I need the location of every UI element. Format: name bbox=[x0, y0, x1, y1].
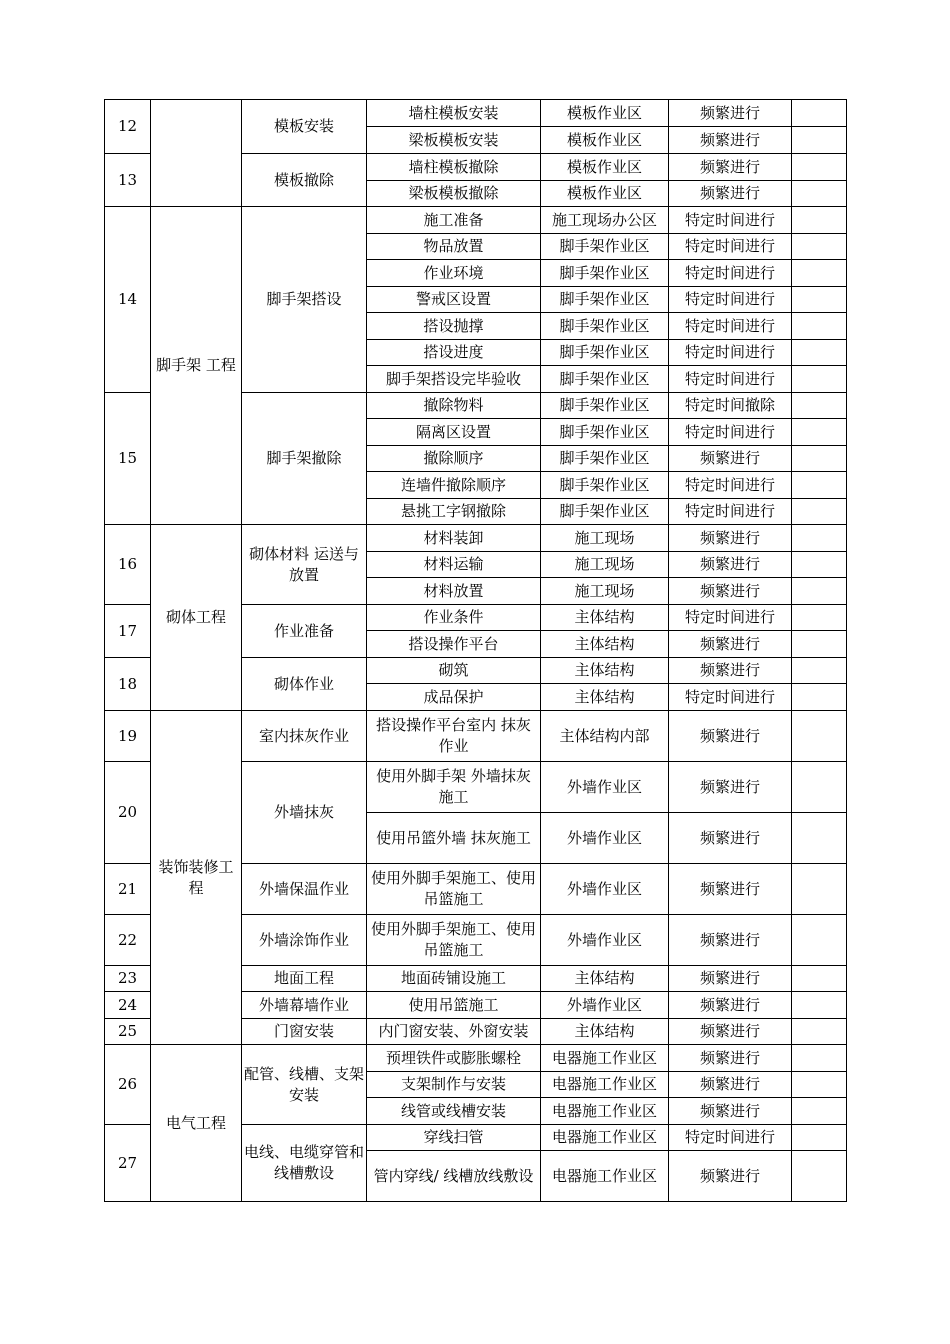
frequency-cell: 频繁进行 bbox=[669, 864, 792, 915]
sub-process-cell: 外墙保温作业 bbox=[242, 864, 367, 915]
activity-cell: 砌筑 bbox=[367, 658, 541, 684]
sub-process-cell: 脚手架搭设 bbox=[242, 207, 367, 393]
frequency-cell: 频繁进行 bbox=[669, 631, 792, 658]
area-cell: 模板作业区 bbox=[541, 154, 669, 181]
table-row bbox=[105, 525, 847, 552]
activity-cell: 材料装卸 bbox=[367, 525, 541, 552]
area-cell: 电器施工作业区 bbox=[541, 1045, 669, 1072]
extra-cell bbox=[792, 127, 847, 154]
area-cell: 脚手架作业区 bbox=[541, 393, 669, 419]
frequency-cell: 特定时间进行 bbox=[669, 313, 792, 340]
sub-process-cell: 外墙抹灰 bbox=[242, 762, 367, 864]
extra-cell bbox=[792, 578, 847, 605]
sub-process-cell: 门窗安装 bbox=[242, 1019, 367, 1045]
frequency-cell: 特定时间进行 bbox=[669, 419, 792, 446]
activity-cell: 悬挑工字钢撤除 bbox=[367, 499, 541, 525]
frequency-cell: 频繁进行 bbox=[669, 915, 792, 966]
row-number: 26 bbox=[105, 1045, 151, 1125]
row-number: 15 bbox=[105, 393, 151, 525]
frequency-cell: 频繁进行 bbox=[669, 1151, 792, 1202]
area-cell: 脚手架作业区 bbox=[541, 499, 669, 525]
extra-cell bbox=[792, 711, 847, 762]
frequency-cell: 特定时间进行 bbox=[669, 207, 792, 234]
activity-cell: 搭设进度 bbox=[367, 340, 541, 366]
activity-cell: 作业环境 bbox=[367, 260, 541, 287]
sub-process-cell: 模板撤除 bbox=[242, 154, 367, 207]
table-row bbox=[105, 711, 847, 762]
area-cell: 主体结构 bbox=[541, 966, 669, 992]
activity-cell: 材料放置 bbox=[367, 578, 541, 605]
frequency-cell: 频繁进行 bbox=[669, 813, 792, 864]
extra-cell bbox=[792, 366, 847, 393]
frequency-cell: 特定时间进行 bbox=[669, 287, 792, 313]
frequency-cell: 频繁进行 bbox=[669, 711, 792, 762]
area-cell: 主体结构 bbox=[541, 684, 669, 711]
extra-cell bbox=[792, 1072, 847, 1098]
activity-cell: 物品放置 bbox=[367, 234, 541, 260]
sub-process-cell: 脚手架撤除 bbox=[242, 393, 367, 525]
extra-cell bbox=[792, 1045, 847, 1072]
activity-cell: 使用外脚手架施工、使用吊篮施工 bbox=[367, 864, 541, 915]
frequency-cell: 频繁进行 bbox=[669, 181, 792, 207]
frequency-cell: 特定时间进行 bbox=[669, 472, 792, 499]
activity-cell: 撤除物料 bbox=[367, 393, 541, 419]
frequency-cell: 频繁进行 bbox=[669, 446, 792, 472]
area-cell: 脚手架作业区 bbox=[541, 446, 669, 472]
row-number: 14 bbox=[105, 207, 151, 393]
row-number: 18 bbox=[105, 658, 151, 711]
activity-cell: 撤除顺序 bbox=[367, 446, 541, 472]
area-cell: 脚手架作业区 bbox=[541, 366, 669, 393]
area-cell: 脚手架作业区 bbox=[541, 287, 669, 313]
extra-cell bbox=[792, 260, 847, 287]
activity-cell: 梁板模板安装 bbox=[367, 127, 541, 154]
extra-cell bbox=[792, 340, 847, 366]
row-number: 17 bbox=[105, 605, 151, 658]
activity-cell: 作业条件 bbox=[367, 605, 541, 631]
extra-cell bbox=[792, 552, 847, 578]
area-cell: 主体结构 bbox=[541, 658, 669, 684]
extra-cell bbox=[792, 525, 847, 552]
extra-cell bbox=[792, 864, 847, 915]
category-cell: 电气工程 bbox=[151, 1045, 242, 1202]
extra-cell bbox=[792, 446, 847, 472]
row-number: 25 bbox=[105, 1019, 151, 1045]
sub-process-cell: 配管、线槽、支架安装 bbox=[242, 1045, 367, 1125]
frequency-cell: 频繁进行 bbox=[669, 552, 792, 578]
area-cell: 主体结构 bbox=[541, 631, 669, 658]
area-cell: 主体结构 bbox=[541, 1019, 669, 1045]
row-number: 13 bbox=[105, 154, 151, 207]
frequency-cell: 频繁进行 bbox=[669, 127, 792, 154]
frequency-cell: 频繁进行 bbox=[669, 1098, 792, 1125]
row-number: 16 bbox=[105, 525, 151, 605]
area-cell: 施工现场 bbox=[541, 552, 669, 578]
activity-cell: 使用外脚手架 外墙抹灰施工 bbox=[367, 762, 541, 813]
area-cell: 外墙作业区 bbox=[541, 915, 669, 966]
area-cell: 脚手架作业区 bbox=[541, 260, 669, 287]
sub-process-cell: 外墙涂饰作业 bbox=[242, 915, 367, 966]
frequency-cell: 特定时间进行 bbox=[669, 366, 792, 393]
area-cell: 主体结构 bbox=[541, 605, 669, 631]
activity-cell: 搭设抛撑 bbox=[367, 313, 541, 340]
category-cell: 砌体工程 bbox=[151, 525, 242, 711]
activity-cell: 墙柱模板撤除 bbox=[367, 154, 541, 181]
area-cell: 脚手架作业区 bbox=[541, 234, 669, 260]
activity-cell: 使用吊篮外墙 抹灰施工 bbox=[367, 813, 541, 864]
frequency-cell: 特定时间进行 bbox=[669, 684, 792, 711]
extra-cell bbox=[792, 419, 847, 446]
frequency-cell: 频繁进行 bbox=[669, 100, 792, 127]
area-cell: 电器施工作业区 bbox=[541, 1125, 669, 1151]
area-cell: 脚手架作业区 bbox=[541, 313, 669, 340]
frequency-cell: 频繁进行 bbox=[669, 966, 792, 992]
extra-cell bbox=[792, 313, 847, 340]
extra-cell bbox=[792, 992, 847, 1019]
extra-cell bbox=[792, 966, 847, 992]
activity-cell: 成品保护 bbox=[367, 684, 541, 711]
sub-process-cell: 作业准备 bbox=[242, 605, 367, 658]
sub-process-cell: 模板安装 bbox=[242, 100, 367, 154]
extra-cell bbox=[792, 915, 847, 966]
extra-cell bbox=[792, 154, 847, 181]
activity-cell: 穿线扫管 bbox=[367, 1125, 541, 1151]
sub-process-cell: 外墙幕墙作业 bbox=[242, 992, 367, 1019]
activity-cell: 搭设操作平台 bbox=[367, 631, 541, 658]
row-number: 24 bbox=[105, 992, 151, 1019]
extra-cell bbox=[792, 287, 847, 313]
sub-process-cell: 室内抹灰作业 bbox=[242, 711, 367, 762]
activity-cell: 使用吊篮施工 bbox=[367, 992, 541, 1019]
area-cell: 外墙作业区 bbox=[541, 992, 669, 1019]
extra-cell bbox=[792, 631, 847, 658]
extra-cell bbox=[792, 605, 847, 631]
activity-cell: 墙柱模板安装 bbox=[367, 100, 541, 127]
extra-cell bbox=[792, 393, 847, 419]
frequency-cell: 频繁进行 bbox=[669, 658, 792, 684]
activity-cell: 支架制作与安装 bbox=[367, 1072, 541, 1098]
extra-cell bbox=[792, 762, 847, 813]
activity-cell: 警戒区设置 bbox=[367, 287, 541, 313]
row-number: 20 bbox=[105, 762, 151, 864]
area-cell: 模板作业区 bbox=[541, 127, 669, 154]
area-cell: 施工现场 bbox=[541, 525, 669, 552]
row-number: 23 bbox=[105, 966, 151, 992]
frequency-cell: 特定时间进行 bbox=[669, 499, 792, 525]
area-cell: 电器施工作业区 bbox=[541, 1151, 669, 1202]
area-cell: 电器施工作业区 bbox=[541, 1072, 669, 1098]
frequency-cell: 频繁进行 bbox=[669, 1045, 792, 1072]
sub-process-cell: 砌体作业 bbox=[242, 658, 367, 711]
extra-cell bbox=[792, 1125, 847, 1151]
frequency-cell: 特定时间进行 bbox=[669, 340, 792, 366]
extra-cell bbox=[792, 658, 847, 684]
row-number: 22 bbox=[105, 915, 151, 966]
extra-cell bbox=[792, 1151, 847, 1202]
sub-process-cell: 地面工程 bbox=[242, 966, 367, 992]
category-cell: 装饰装修工程 bbox=[151, 711, 242, 1045]
activity-cell: 搭设操作平台室内 抹灰作业 bbox=[367, 711, 541, 762]
area-cell: 模板作业区 bbox=[541, 100, 669, 127]
frequency-cell: 频繁进行 bbox=[669, 525, 792, 552]
extra-cell bbox=[792, 234, 847, 260]
activity-cell: 线管或线槽安装 bbox=[367, 1098, 541, 1125]
activity-cell: 预埋铁件或膨胀螺栓 bbox=[367, 1045, 541, 1072]
frequency-cell: 频繁进行 bbox=[669, 1072, 792, 1098]
activity-cell: 内门窗安装、外窗安装 bbox=[367, 1019, 541, 1045]
row-number: 19 bbox=[105, 711, 151, 762]
activity-cell: 施工准备 bbox=[367, 207, 541, 234]
category-cell: 脚手架 工程 bbox=[151, 207, 242, 525]
area-cell: 脚手架作业区 bbox=[541, 340, 669, 366]
area-cell: 施工现场 bbox=[541, 578, 669, 605]
extra-cell bbox=[792, 207, 847, 234]
frequency-cell: 特定时间进行 bbox=[669, 234, 792, 260]
frequency-cell: 特定时间进行 bbox=[669, 605, 792, 631]
frequency-cell: 特定时间撤除 bbox=[669, 393, 792, 419]
table-row bbox=[105, 1045, 847, 1072]
row-number: 21 bbox=[105, 864, 151, 915]
area-cell: 外墙作业区 bbox=[541, 864, 669, 915]
activity-cell: 连墙件撤除顺序 bbox=[367, 472, 541, 499]
extra-cell bbox=[792, 813, 847, 864]
frequency-cell: 频繁进行 bbox=[669, 992, 792, 1019]
row-number: 27 bbox=[105, 1125, 151, 1202]
activity-cell: 脚手架搭设完毕验收 bbox=[367, 366, 541, 393]
category-cell bbox=[151, 100, 242, 207]
activity-cell: 地面砖铺设施工 bbox=[367, 966, 541, 992]
frequency-cell: 频繁进行 bbox=[669, 154, 792, 181]
activity-cell: 隔离区设置 bbox=[367, 419, 541, 446]
hazard-table bbox=[104, 99, 847, 1202]
area-cell: 脚手架作业区 bbox=[541, 419, 669, 446]
area-cell: 外墙作业区 bbox=[541, 813, 669, 864]
frequency-cell: 频繁进行 bbox=[669, 1019, 792, 1045]
sub-process-cell: 砌体材料 运送与放置 bbox=[242, 525, 367, 605]
extra-cell bbox=[792, 181, 847, 207]
extra-cell bbox=[792, 472, 847, 499]
table-row bbox=[105, 207, 847, 234]
activity-cell: 梁板模板撤除 bbox=[367, 181, 541, 207]
table-row bbox=[105, 100, 847, 127]
frequency-cell: 频繁进行 bbox=[669, 578, 792, 605]
area-cell: 模板作业区 bbox=[541, 181, 669, 207]
row-number: 12 bbox=[105, 100, 151, 154]
sub-process-cell: 电线、电缆穿管和线槽敷设 bbox=[242, 1125, 367, 1202]
activity-cell: 管内穿线/ 线槽放线敷设 bbox=[367, 1151, 541, 1202]
area-cell: 电器施工作业区 bbox=[541, 1098, 669, 1125]
area-cell: 外墙作业区 bbox=[541, 762, 669, 813]
area-cell: 脚手架作业区 bbox=[541, 472, 669, 499]
frequency-cell: 特定时间进行 bbox=[669, 1125, 792, 1151]
extra-cell bbox=[792, 1019, 847, 1045]
activity-cell: 使用外脚手架施工、使用吊篮施工 bbox=[367, 915, 541, 966]
activity-cell: 材料运输 bbox=[367, 552, 541, 578]
area-cell: 主体结构内部 bbox=[541, 711, 669, 762]
extra-cell bbox=[792, 100, 847, 127]
extra-cell bbox=[792, 499, 847, 525]
frequency-cell: 频繁进行 bbox=[669, 762, 792, 813]
frequency-cell: 特定时间进行 bbox=[669, 260, 792, 287]
extra-cell bbox=[792, 1098, 847, 1125]
area-cell: 施工现场办公区 bbox=[541, 207, 669, 234]
extra-cell bbox=[792, 684, 847, 711]
